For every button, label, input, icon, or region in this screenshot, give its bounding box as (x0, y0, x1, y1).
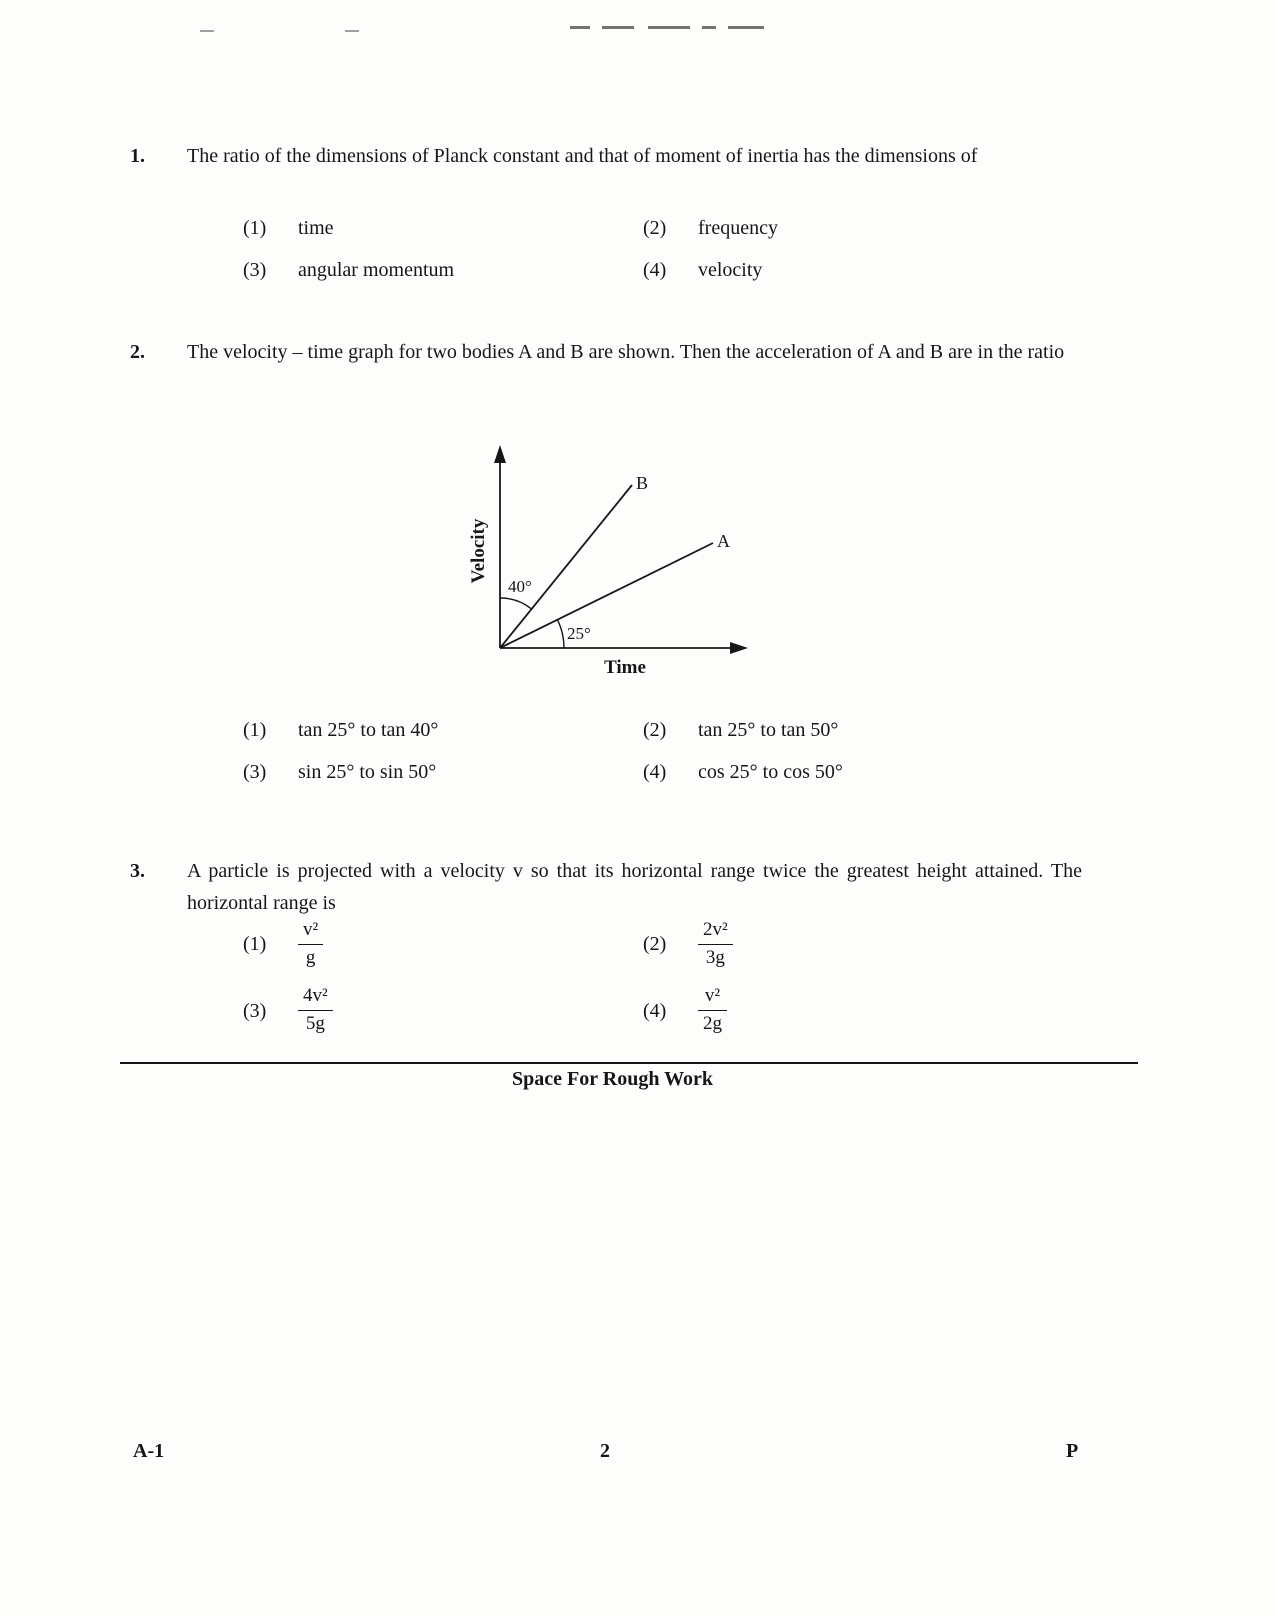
option-text: frequency (698, 217, 778, 239)
option-1 (243, 212, 643, 244)
y-axis-label: Velocity (468, 518, 489, 584)
fraction (698, 984, 727, 1036)
option-4 (643, 254, 778, 286)
footer-booklet-code: A-1 (133, 1440, 165, 1462)
velocity-time-graph (420, 433, 760, 695)
option-text: time (298, 217, 334, 239)
angle-a-label: 25° (567, 624, 591, 643)
option-label: (4) (643, 999, 667, 1022)
fraction-numerator: 2v² (698, 918, 733, 945)
x-axis-arrow (730, 642, 748, 654)
scan-artifact (570, 26, 590, 29)
option-1 (243, 918, 643, 970)
option-label: (4) (643, 259, 667, 281)
option-label: (2) (643, 933, 667, 956)
scan-artifact (728, 26, 764, 29)
option-3 (243, 984, 643, 1036)
line-a (500, 543, 713, 648)
question-2 (130, 336, 1085, 368)
option-text: cos 25° to cos 50° (698, 761, 843, 783)
option-text: tan 25° to tan 40° (298, 719, 439, 741)
angle-arc-25 (557, 620, 564, 648)
footer-series-code: P (1066, 1440, 1079, 1462)
angle-b-label: 40° (508, 577, 532, 596)
scan-artifact (648, 26, 690, 29)
question-text: The velocity – time graph for two bodies A and B are shown. Then the acceleration of A and B are in the ratio (187, 341, 1065, 363)
option-4 (643, 984, 733, 1036)
option-label: (4) (643, 761, 667, 783)
line-b-label: B (636, 473, 649, 493)
scan-artifact (602, 26, 634, 29)
fraction-numerator: v² (698, 984, 727, 1011)
question-number: 1. (130, 145, 145, 167)
question-text: A particle is projected with a velocity v so that its horizontal range twice the greatest height attained. The horizontal range is (187, 860, 1082, 914)
fraction (298, 918, 323, 970)
fraction-denominator: 2g (703, 1013, 722, 1035)
fraction-numerator: v² (298, 918, 323, 945)
fraction (698, 918, 733, 970)
fraction-denominator: g (305, 946, 316, 968)
option-text: tan 25° to tan 50° (698, 719, 839, 741)
option-2 (643, 714, 843, 746)
option-label: (3) (243, 761, 267, 783)
option-label: (2) (643, 719, 667, 741)
option-text: velocity (698, 259, 763, 281)
option-label: (3) (243, 259, 267, 281)
fraction (298, 984, 333, 1036)
option-text: sin 25° to sin 50° (298, 761, 437, 783)
option-3 (243, 756, 643, 788)
option-label: (3) (243, 999, 267, 1022)
footer-page-number: 2 (600, 1440, 610, 1462)
question-3 (130, 855, 1085, 919)
rough-work-heading: Space For Rough Work (512, 1068, 713, 1090)
option-2 (643, 212, 778, 244)
line-a-label: A (717, 531, 730, 551)
fraction-numerator: 4v² (298, 984, 333, 1011)
fraction-denominator: 5g (305, 1013, 325, 1035)
option-4 (643, 756, 843, 788)
option-label: (1) (243, 933, 267, 956)
option-1 (243, 714, 643, 746)
question-number: 2. (130, 341, 145, 363)
fraction-denominator: 3g (705, 946, 725, 968)
question-text: The ratio of the dimensions of Planck constant and that of moment of inertia has the dimensions of (187, 145, 978, 167)
question-1 (130, 140, 1085, 172)
question-1-options (243, 212, 778, 286)
option-label: (1) (243, 217, 267, 239)
question-2-options (243, 714, 843, 788)
option-3 (243, 254, 643, 286)
scan-artifact (200, 30, 214, 32)
scan-artifact (345, 30, 359, 32)
scan-artifact (702, 26, 716, 29)
question-number: 3. (130, 860, 145, 882)
option-label: (1) (243, 719, 267, 741)
question-3-options (243, 918, 733, 1037)
rough-work-divider (120, 1062, 1138, 1064)
x-axis-label: Time (604, 657, 646, 678)
option-2 (643, 918, 733, 970)
line-b (500, 485, 632, 648)
option-label: (2) (643, 217, 667, 239)
option-text: angular momentum (298, 259, 455, 281)
angle-arc-40 (500, 598, 532, 609)
y-axis-arrow (494, 445, 506, 463)
